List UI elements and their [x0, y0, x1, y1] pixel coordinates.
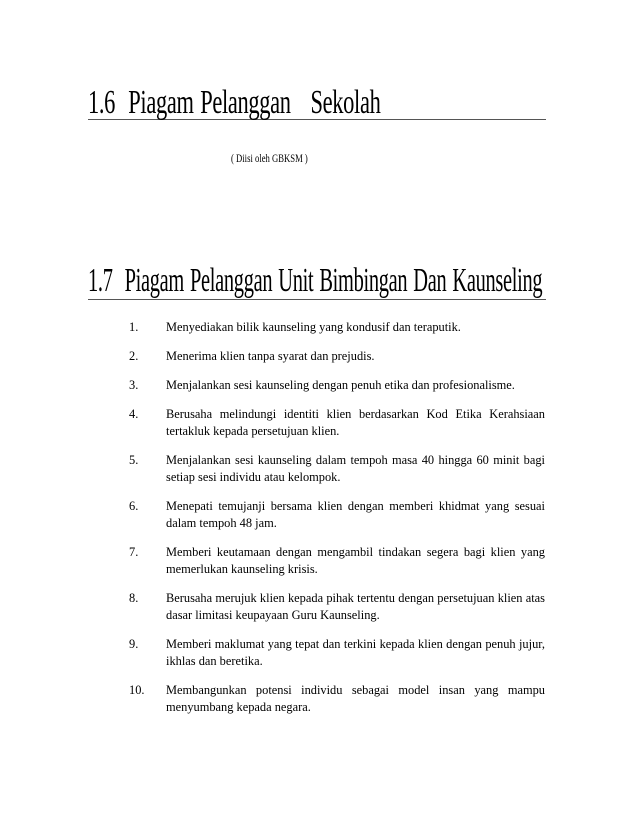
list-item-number: 10.: [129, 683, 145, 697]
list-item: [119, 348, 545, 365]
list-item: [119, 406, 545, 440]
list-item-text: Menjalankan sesi kaunseling dengan penuh etika dan profesionalisme.: [166, 378, 515, 392]
list-item: [119, 377, 545, 394]
list-item: [119, 682, 545, 716]
list-item-number: 2.: [129, 349, 139, 363]
list-item-text: Menerima klien tanpa syarat dan prejudis.: [166, 349, 375, 363]
list-item-number: 1.: [129, 320, 139, 334]
list-item: [119, 590, 545, 624]
list-item-number: 4.: [129, 407, 139, 421]
list-item-number: 5.: [129, 453, 139, 467]
section-1-7-title-text: Piagam Pelanggan Unit Bimbingan Dan Kaunseling: [124, 262, 543, 299]
list-item: [119, 452, 545, 486]
section-1-6-note: ( Diisi oleh GBKSM ): [231, 151, 308, 165]
list-item-text: Menyediakan bilik kaunseling yang kondusif dan teraputik.: [166, 320, 461, 334]
list-item-text: Menjalankan sesi kaunseling dalam tempoh masa 40 hingga 60 minit bagi setiap sesi individu atau kelompok.: [166, 453, 545, 484]
charter-list: [119, 319, 545, 728]
list-item-number: 8.: [129, 591, 139, 605]
section-1-7-number: 1.7: [88, 262, 113, 299]
section-1-6-title-text: Piagam Pelanggan Sekolah: [128, 84, 381, 121]
section-1-6-title: [88, 86, 390, 120]
list-item-number: 3.: [129, 378, 139, 392]
list-item-text: Berusaha melindungi identiti klien berdasarkan Kod Etika Kerahsiaan tertakluk kepada persetujuan klien.: [166, 407, 545, 438]
list-item-text: Berusaha merujuk klien kepada pihak tertentu dengan persetujuan klien atas dasar limitasi keupayaan Guru Kaunseling.: [166, 591, 545, 622]
section-1-7-heading: [88, 264, 546, 300]
list-item: [119, 498, 545, 532]
list-item-number: 7.: [129, 545, 139, 559]
section-1-7-title: [88, 262, 543, 299]
list-item: [119, 544, 545, 578]
list-item: [119, 636, 545, 670]
list-item-number: 9.: [129, 637, 139, 651]
section-1-6-number: 1.6: [88, 84, 116, 121]
section-1-6-heading: [88, 86, 546, 120]
list-item-text: Menepati temujanji bersama klien dengan memberi khidmat yang sesuai dalam tempoh 48 jam.: [166, 499, 545, 530]
list-item-text: Membangunkan potensi individu sebagai model insan yang mampu menyumbang kepada negara.: [166, 683, 545, 714]
list-item-text: Memberi keutamaan dengan mengambil tindakan segera bagi klien yang memerlukan kaunseling krisis.: [166, 545, 545, 576]
list-item-text: Memberi maklumat yang tepat dan terkini kepada klien dengan penuh jujur, ikhlas dan beretika.: [166, 637, 545, 668]
list-item-number: 6.: [129, 499, 139, 513]
list-item: [119, 319, 545, 336]
